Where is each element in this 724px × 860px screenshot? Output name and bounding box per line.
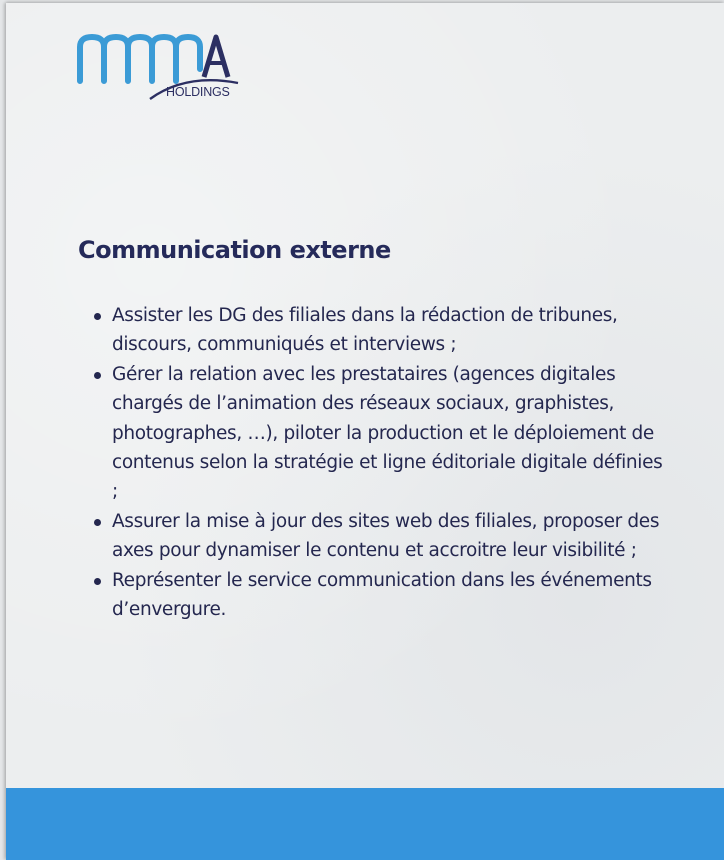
list-item-text: Assister les DG des filiales dans la rédaction de tribunes, discours, communiqués et interviews ; [112,305,618,356]
list-item-text: Assurer la mise à jour des sites web des filiales, proposer des axes pour dynamiser le contenu et accroitre leur visibilité ; [112,510,660,562]
list-item [112,507,672,566]
footer-band [6,788,724,860]
bullet-dot [94,372,101,379]
bullet-dot [94,519,101,526]
list-item-text: Gérer la relation avec les prestataires (agences digitales chargés de l’animation des réseaux sociaux, graphistes, photographes, …), piloter la production et le déploiement de contenus selon la stratégie et ligne éditoriale digitale définies ; [112,363,663,503]
mma-holdings-logo [76,29,246,105]
bullet-dot [94,313,101,320]
responsibilities-list [112,301,672,624]
list-item [112,301,672,360]
section-title: Communication externe [78,236,391,264]
document-page [6,3,724,860]
logo-subtitle: HOLDINGS [166,85,230,99]
list-item [112,566,672,625]
list-item-text: Représenter le service communication dans les événements d’envergure. [112,569,652,621]
bullet-dot [94,578,101,585]
list-item [112,360,672,507]
